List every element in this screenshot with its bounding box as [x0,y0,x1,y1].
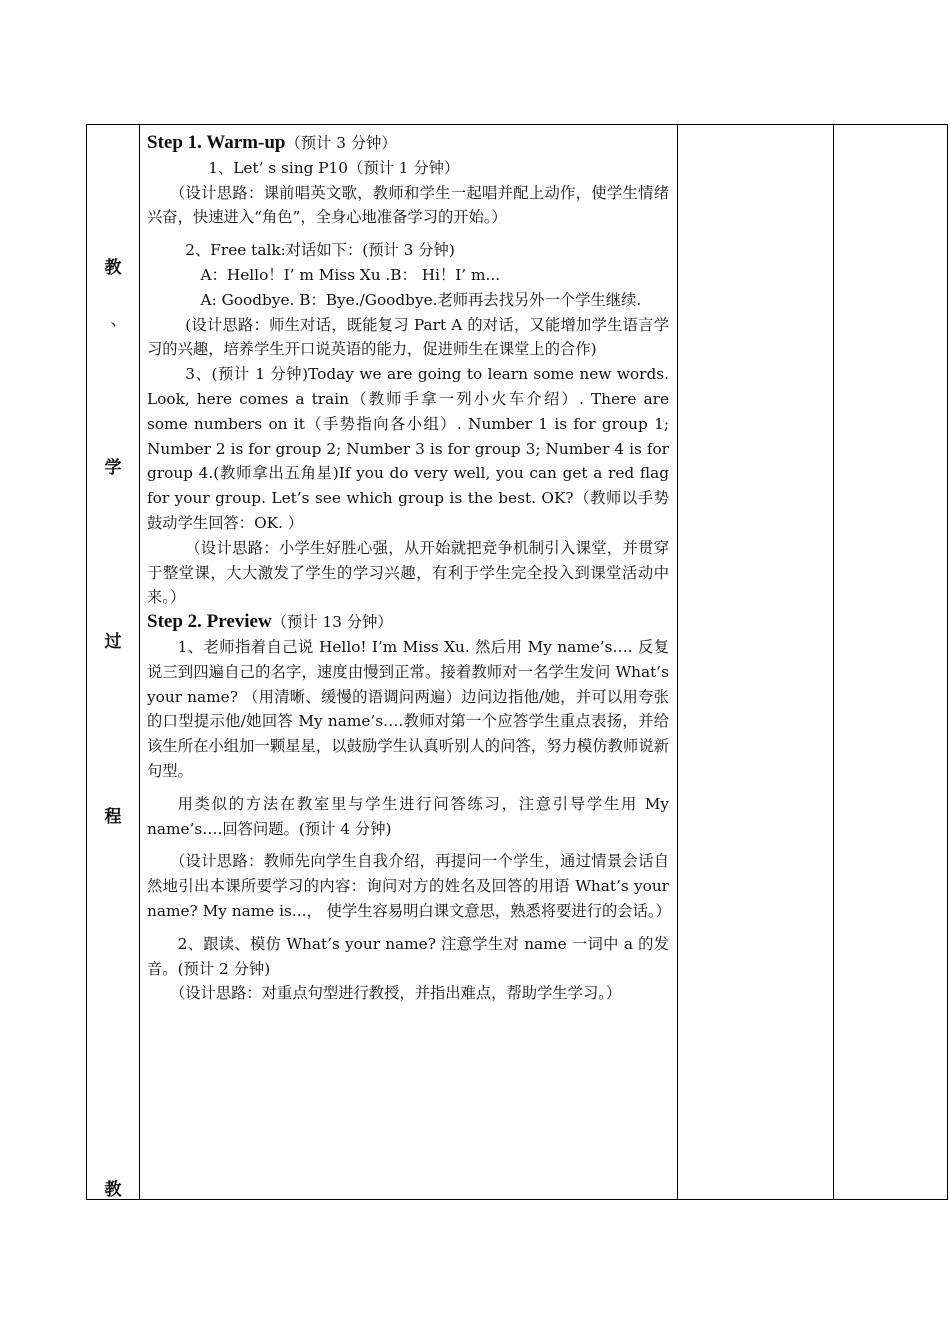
step1-design-note-3: （设计思路：小学生好胜心强，从开始就把竞争机制引入课堂，并贯穿于整堂课，大大激发了学生的学习兴趣，有利于学生完全投入到课堂活动中来。） [147,538,669,607]
step1-design-note-2: (设计思路：师生对话，既能复习 Part A 的对话，又能增加学生语言学习的兴趣，培养学生开口说英语的能力，促进师生在课堂上的合作) [147,315,669,359]
step2-practice: 用类似的方法在教室里与学生进行问答练习，注意引导学生用 My name’s….回答问题。(预计 4 分钟) [147,794,669,838]
side-label-char: 教 [104,1180,122,1200]
step2-design-note-1: （设计思路：教师先向学生自我介绍，再提问一个学生，通过情景会话自然地引出本课所要学习的内容：询问对方的姓名及回答的用语 What’s your name? My name is...， 使学生容易明白课文意思，熟悉将要进行的会话。） [147,852,671,920]
process-label-column [87,125,139,1199]
column-divider [139,125,140,1199]
step2-item-1: 1、老师指着自己说 Hello! I’m Miss Xu. 然后用 My name’s…. 反复说三到四遍自己的名字，速度由慢到正常。接着教师对一名学生发问 What’s your name? （用清晰、缓慢的语调问两遍）边问边指他/她，并可以用夸张的口型提示他/她回答 My name’s….教师对第一个应答学生重点表扬，并给该生所在小组加一颗星星，以鼓励学生认真听别人的问答，努力模仿教师说新句型。 [147,637,669,780]
step1-item-3: 3、(预计 1 分钟)Today we are going to learn some new words. Look, here comes a train（教师手拿一列小火车介绍）. There are some numbers on it（手势指向各小组）. Number 1 is for group 1; Number 2 is for group 2; Number 3 is for group 3; Number 4 is for group 4.(教师拿出五角星)If you do very well, you can get a red flag for your group. Let’s see which group is the best. OK?（教师以手势鼓动学生回答：OK. ） [147,365,669,532]
step1-dialogue-2: A: Goodbye. B：Bye./Goodbye.老师再去找另外一个学生继续. [200,290,642,309]
teaching-content-cell [147,131,669,1006]
column-divider [677,125,678,1199]
step1-dialogue-1: A：Hello！I’ m Miss Xu .B： Hi！I’ m... [200,265,501,284]
step1-item-1: 1、Let’ s sing P10（预计 1 分钟） [208,158,460,177]
step1-duration: （预计 3 分钟） [285,134,397,152]
side-label-char: 、 [110,310,128,330]
step2-item-2: 2、跟读、模仿 What’s your name? 注意学生对 name 一词中 a 的发音。(预计 2 分钟) [147,934,669,978]
step1-design-note-1: （设计思路：课前唱英文歌，教师和学生一起唱并配上动作，使学生情绪兴奋，快速进入“角色”，全身心地准备学习的开始。） [147,183,669,227]
side-label-char: 过 [104,632,122,652]
step2-heading [147,610,669,635]
column-divider [833,125,834,1199]
step2-duration: （预计 13 分钟） [271,613,393,632]
step1-title: Step 1. Warm-up [147,132,286,153]
step1-item-2: 2、Free talk:对话如下：(预计 3 分钟) [185,241,455,260]
step2-title: Step 2. Preview [147,611,272,633]
step2-design-note-2: （设计思路：对重点句型进行教授，并指出难点，帮助学生学习。） [169,984,622,1003]
lesson-plan-table [86,124,948,1200]
side-label-char: 教 [104,258,122,278]
side-label-char: 学 [104,458,122,478]
side-label-char: 程 [104,807,122,827]
step1-heading [147,131,669,156]
